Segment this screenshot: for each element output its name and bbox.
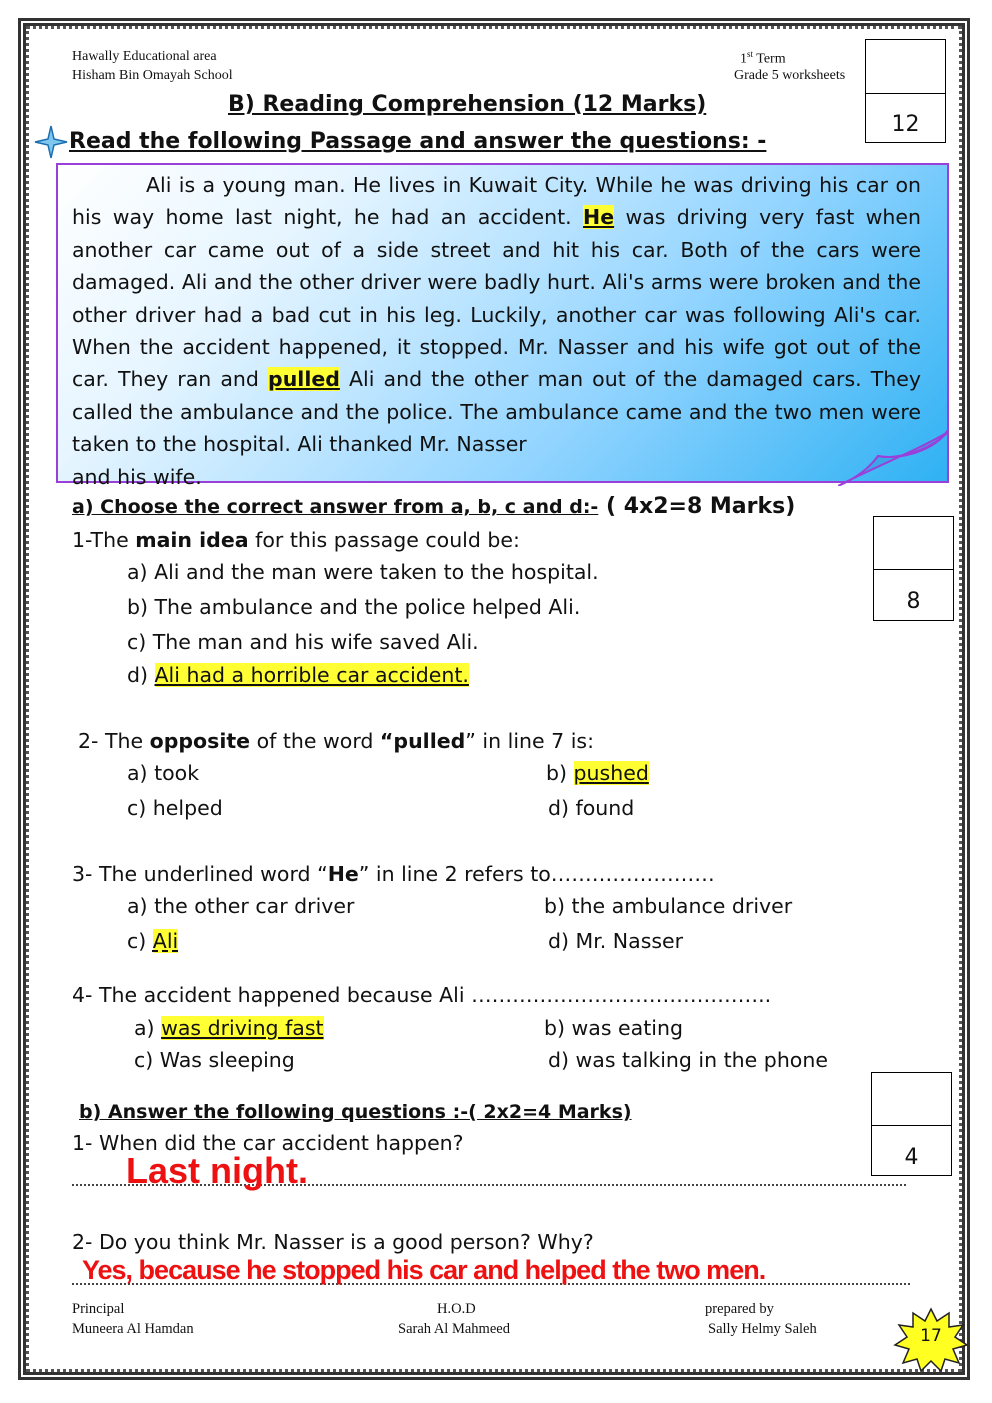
question-3: 3- The underlined word “He” in line 2 refers to…………………… — [72, 862, 715, 886]
footer-hod-name: Sarah Al Mahmeed — [398, 1321, 510, 1337]
handwritten-answer-1: Last night. — [126, 1150, 308, 1191]
instruction: Read the following Passage and answer the questions: - — [69, 129, 767, 154]
part-b-heading: b) Answer the following questions :-( 2x2=4 Marks) — [79, 1101, 632, 1123]
q1-option-d: d) Ali had a horrible car accident. — [127, 663, 469, 687]
q4-option-d: d) was talking in the phone — [548, 1048, 828, 1072]
q4-option-b: b) was eating — [544, 1016, 683, 1040]
handwritten-answer-2: Yes, because he stopped his car and helped the two men. — [82, 1255, 766, 1285]
page-number: 17 — [920, 1326, 942, 1346]
footer-principal-title: Principal — [72, 1301, 125, 1317]
footer-prepared-title: prepared by — [705, 1301, 774, 1317]
total-marks: 12 — [891, 112, 920, 137]
footer-prepared-name: Sally Helmy Saleh — [708, 1321, 817, 1337]
header-area: Hawally Educational area — [72, 49, 217, 64]
q1-option-a: a) Ali and the man were taken to the hospital. — [127, 560, 599, 584]
part-b-marks-box — [871, 1072, 952, 1176]
q1-option-b: b) The ambulance and the police helped Ali. — [127, 595, 581, 619]
part-a-marks-box — [873, 516, 954, 621]
q3-option-c: c) Ali — [127, 929, 179, 953]
page-curl-icon — [838, 430, 950, 486]
q3-option-d: d) Mr. Nasser — [548, 929, 684, 953]
star-bullet-icon — [33, 124, 69, 160]
total-marks-box — [865, 39, 946, 143]
header-school: Hisham Bin Omayah School — [72, 68, 233, 83]
part-b-marks: 4 — [904, 1145, 919, 1170]
part-a-heading: a) Choose the correct answer from a, b, c and d:- ( 4x2=8 Marks) — [72, 494, 796, 519]
question-4: 4- The accident happened because Ali …………………………………….. — [72, 983, 772, 1007]
q3-option-b: b) the ambulance driver — [544, 894, 793, 918]
q2-option-d: d) found — [548, 796, 635, 820]
section-title: B) Reading Comprehension (12 Marks) — [228, 92, 707, 117]
footer-hod-title: H.O.D — [437, 1301, 476, 1317]
passage-word-he: He — [583, 205, 615, 230]
q2-option-b: b) pushed — [546, 761, 649, 785]
part-b-question-2: 2- Do you think Mr. Nasser is a good person? Why? — [72, 1230, 594, 1254]
passage-word-pulled: pulled — [268, 367, 340, 392]
part-b-question-1: 1- When did the car accident happen? — [72, 1131, 464, 1155]
reading-passage: Ali is a young man. He lives in Kuwait City. While he was driving his car on his way home last night, he had an accident. He was driving very fast when another car came out of a side street and hit his car. Both of the cars were damaged. Ali and the other driver were badly hurt. Ali's arms were broken and the other driver had a bad cut in his leg. Luckily, another car was following Ali's car. When the accident happened, it stopped. Mr. Nasser and his wife got out of the car. They ran and pulled Ali and the other man out of the damaged cars. They called the ambulance and the police. The ambulance came and the two men were taken to the hospital. Ali thanked Mr. Nasser and his wife. — [56, 163, 949, 483]
q4-option-c: c) Was sleeping — [134, 1048, 295, 1072]
footer-principal-name: Muneera Al Hamdan — [72, 1321, 194, 1337]
question-1: 1-The main idea for this passage could be: — [72, 528, 520, 552]
q4-option-a: a) was driving fast — [134, 1016, 324, 1040]
q2-option-c: c) helped — [127, 796, 223, 820]
q1-option-c: c) The man and his wife saved Ali. — [127, 630, 479, 654]
part-a-marks: 8 — [906, 589, 921, 614]
header-term: 1st Term — [740, 49, 786, 67]
q2-option-a: a) took — [127, 761, 200, 785]
header-grade: Grade 5 worksheets — [734, 68, 846, 83]
q3-option-a: a) the other car driver — [127, 894, 355, 918]
question-2: 2- The opposite of the word “pulled” in line 7 is: — [78, 729, 594, 753]
